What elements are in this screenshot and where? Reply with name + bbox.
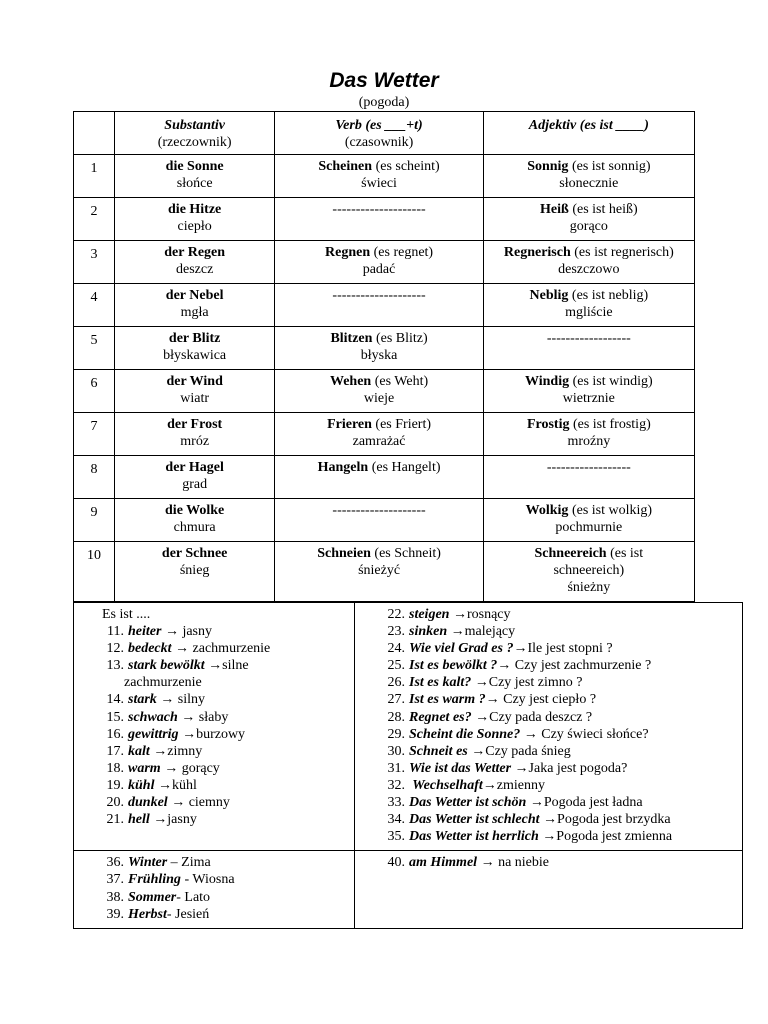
vocab-item-number: 21. [106,812,124,828]
verb-note: (es Schneit) [370,546,441,561]
table-row [74,155,695,198]
vocab-item-number: 36. [106,855,124,871]
noun-pl: mróz [180,434,210,449]
vocab-bottom-left-cell [74,851,355,928]
adj-line [486,330,692,347]
vocab-item [359,811,738,828]
vocab-item-number: 27. [387,692,405,708]
vocab-translation: →burzowy [178,726,246,742]
noun-de: der Nebel [165,288,224,303]
vocab-intro: Es ist .... [102,607,151,622]
adj-cell [483,327,694,370]
verb-line [277,158,480,175]
vocab-item [78,623,350,640]
adj-pl: słonecznie [559,176,619,191]
vocab-translation: →Czy pada deszcz ? [471,709,593,725]
row-number-cell: 3 [74,241,115,284]
adj-line [486,459,692,476]
adj-pl: mgliście [565,305,613,320]
vocab-term: warm [128,760,161,776]
verb-pl: błyska [360,348,398,363]
adj-note: (es ist windig) [569,374,653,389]
vocab-translation: - Lato [176,889,211,905]
verb-de: Blitzen [330,331,373,346]
vocab-item [359,726,738,743]
vocab-translation: →zmienny [482,777,545,793]
vocab-translation: - Wiosna [180,872,235,888]
adj-note-continued: schneereich) [553,563,625,578]
adj-cell [483,370,694,413]
adj-de: Schneereich [534,546,607,561]
verb-de: Frieren [327,417,372,432]
verb-note: (es Blitz) [372,331,428,346]
adj-cell [483,284,694,327]
adj-de: Sonnig [527,159,569,174]
verb-note: (es Weht) [371,374,429,389]
vocab-top-row [74,603,743,851]
adj-pl: deszczowo [558,262,620,277]
vocab-item [359,743,738,760]
verb-line [277,330,480,347]
vocab-item [359,623,738,640]
noun-de: der Regen [164,245,226,260]
verb-pl: śnieżyć [358,563,401,578]
vocab-term: Ist es kalt? [409,675,472,691]
vocab-translation: →Jaka jest pogoda? [511,760,628,776]
vocab-term: Herbst [128,906,167,922]
vocab-item-number: 39. [106,906,124,922]
adj-cell [483,413,694,456]
vocab-item-number: 34. [387,812,405,828]
adj-de: Regnerisch [503,245,571,260]
noun-pl: deszcz [175,262,214,277]
page-title: Das Wetter [329,69,439,92]
page-subtitle: (pogoda) [358,95,410,110]
verb-line [277,201,480,218]
weather-table [73,111,695,602]
verb-line [277,545,480,562]
table-header-row [74,112,695,155]
vocab-item-number: 29. [387,726,405,742]
adj-pl: mroźny [567,434,611,449]
verb-line [277,287,480,304]
vocab-term: hell [128,812,150,828]
adj-line [486,416,692,433]
table-row [74,499,695,542]
vocab-item [78,889,350,906]
noun-pl: słońce [176,176,213,191]
vocab-term: steigen [409,607,450,622]
noun-de: der Frost [167,417,223,432]
adj-note: (es ist heiß) [568,202,638,217]
row-number-cell: 8 [74,456,115,499]
vocab-item [78,777,350,794]
vocab-term: Scheint die Sonne? [409,726,521,742]
vocab-bottom-row [74,851,743,928]
vocab-term: bedeckt [128,641,172,657]
verb-line [277,373,480,390]
vocab-item [78,691,350,708]
vocab-item [359,777,738,794]
vocab-translation: →jasny [149,812,197,828]
noun-pl: grad [182,477,208,492]
adj-de: Wolkig [525,503,569,518]
verb-pl: zamrażać [352,434,406,449]
header-noun-de: Substantiv [164,118,225,133]
row-number-cell: 1 [74,155,115,198]
vocab-term: Regnet es? [409,709,472,725]
adj-line [486,545,692,562]
adj-note: (es ist neblig) [568,288,649,303]
vocab-item-number: 11. [107,624,124,640]
vocab-item-number: 35. [387,829,405,845]
verb-line [277,502,480,519]
vocab-top-left-cell [74,603,355,851]
adj-note: ------------------ [546,331,631,346]
header-adj-cell [483,112,694,155]
vocab-item [78,811,350,828]
vocab-term: Winter [128,855,168,871]
vocab-item-number: 24. [387,641,405,657]
vocab-item-number: 15. [106,709,124,725]
verb-cell [275,370,483,413]
verb-cell [275,456,483,499]
vocab-item [359,854,738,871]
vocab-term: kühl [128,777,155,793]
adj-note: (es ist wolkig) [568,503,653,518]
noun-pl: mgła [180,305,209,320]
vocab-translation: →rosnący [449,607,511,622]
verb-cell [275,241,483,284]
adj-cell [483,542,694,602]
noun-cell [114,241,275,284]
noun-pl: wiatr [180,391,210,406]
noun-de: die Sonne [165,159,224,174]
adj-cell [483,456,694,499]
adj-note: (es ist frostig) [569,417,651,432]
header-verb-cell [275,112,483,155]
vocab-term: sinken [409,624,448,640]
row-number-cell: 9 [74,499,115,542]
vocab-item [78,871,350,888]
vocab-item-number: 13. [106,658,124,674]
verb-pl: padać [362,262,396,277]
verb-line [277,416,480,433]
adj-note: (es ist regnerisch) [570,245,674,260]
row-number-cell: 2 [74,198,115,241]
noun-cell [114,327,275,370]
verb-cell [275,284,483,327]
vocab-term: Das Wetter ist herrlich [409,829,539,845]
vocab-term: gewittrig [128,726,179,742]
adj-note: (es ist sonnig) [568,159,651,174]
vocab-translation: → ciemny [167,795,230,811]
table-row [74,413,695,456]
row-number-cell: 5 [74,327,115,370]
vocab-term: Wie viel Grad es ? [409,641,514,657]
vocab-term: Wie ist das Wetter [409,760,512,776]
vocab-item-number: 38. [106,889,124,905]
vocab-term: Frühling [128,872,181,888]
vocab-item [78,760,350,777]
table-row [74,370,695,413]
vocab-item-number: 18. [106,760,124,776]
adj-line [486,373,692,390]
vocab-translation: →malejący [447,624,516,640]
adj-line [486,158,692,175]
vocab-translation: →Czy jest zimno ? [471,675,583,691]
table-row [74,542,695,602]
vocab-translation: → silny [156,692,206,708]
vocab-term: stark bewölkt [128,658,205,674]
vocab-translation: → zachmurzenie [171,641,271,657]
verb-line [277,459,480,476]
noun-de: die Wolke [165,503,225,518]
table-row [74,327,695,370]
vocab-item [359,709,738,726]
header-noun-cell [114,112,275,155]
vocab-term: heiter [128,624,162,640]
row-number-cell: 4 [74,284,115,327]
vocab-item [78,640,350,657]
verb-line [277,244,480,261]
vocab-translation: → na niebie [477,855,549,871]
noun-de: die Hitze [168,202,222,217]
vocab-item-number: 28. [387,709,405,725]
verb-cell [275,155,483,198]
vocab-item [78,906,350,923]
vocab-item [359,760,738,777]
verb-de: Regnen [325,245,371,260]
adj-pl: śnieżny [567,580,611,595]
vocab-item-number: 32. [387,777,405,793]
adj-line [486,201,692,218]
vocab-item-number: 33. [387,795,405,811]
vocab-translation: →Pogoda jest brzydka [539,812,671,828]
vocab-translation: →Ile jest stopni ? [513,641,613,657]
noun-cell [114,456,275,499]
vocab-translation: →Czy pada śnieg [467,743,571,759]
header-noun-pl: (rzeczownik) [157,135,232,150]
vocab-item-continued: zachmurzenie [124,675,202,691]
vocab-list-bottom-left [78,854,350,922]
vocab-translation: → gorący [160,760,220,776]
vocab-item [359,606,738,623]
noun-cell [114,155,275,198]
adj-cell [483,155,694,198]
vocab-item-number: 20. [106,795,124,811]
verb-de: Scheinen [318,159,373,174]
verb-note: (es Hangelt) [368,460,441,475]
vocab-item-number: 19. [106,777,124,793]
vocab-item [78,794,350,811]
noun-de: der Hagel [165,460,224,475]
vocab-item [78,854,350,871]
vocab-translation: → jasny [161,624,213,640]
vocab-term: schwach [128,709,178,725]
adj-cell [483,198,694,241]
vocab-list-top-left [78,623,350,828]
noun-pl: chmura [173,520,216,535]
vocab-bottom-right-cell [355,851,743,928]
verb-note: -------------------- [332,503,426,518]
verb-cell [275,413,483,456]
vocab-top-right-cell [355,603,743,851]
vocab-item-number: 16. [106,726,124,742]
vocab-term: kalt [128,743,150,759]
vocab-term: Schneit es [409,743,468,759]
vocab-item-number: 25. [387,658,405,674]
noun-cell [114,198,275,241]
vocab-term: Ist es bewölkt ? [409,658,498,674]
vocab-translation: → Czy jest ciepło ? [485,692,597,708]
vocab-translation: →silne [204,658,249,674]
adj-pl: gorąco [569,219,608,234]
noun-cell [114,370,275,413]
vocab-item [359,657,738,674]
header-adj-de: Adjektiv (es ist ____) [528,118,649,133]
vocab-term: Wechselhaft [409,777,483,793]
vocab-item-number: 37. [106,872,124,888]
adj-note: (es ist [606,546,644,561]
table-row [74,198,695,241]
adj-de: Frostig [526,417,570,432]
adj-de: Neblig [529,288,569,303]
vocab-item [78,657,350,674]
noun-de: der Wind [166,374,223,389]
vocab-term: Das Wetter ist schlecht [409,812,540,828]
verb-cell [275,327,483,370]
noun-de: der Schnee [161,546,228,561]
vocab-translation: → słaby [177,709,229,725]
vocab-item-number: 31. [387,760,405,776]
vocabulary-table [73,602,743,929]
header-number-cell [74,112,115,155]
noun-pl: ciepło [177,219,212,234]
vocab-item [78,709,350,726]
vocab-translation: →kühl [154,777,197,793]
row-number-cell: 10 [74,542,115,602]
noun-pl: błyskawica [163,348,227,363]
vocab-item-number: 23. [387,624,405,640]
table-row [74,456,695,499]
adj-pl: pochmurnie [555,520,623,535]
vocab-item [359,794,738,811]
verb-de: Wehen [329,374,372,389]
vocab-term: Sommer [128,889,177,905]
vocab-term: dunkel [128,795,168,811]
vocab-translation: - Jesień [166,906,210,922]
vocab-translation: → Czy świeci słońce? [520,726,649,742]
header-verb-de: Verb (es ___+t) [335,118,423,133]
vocab-term: Ist es warm ? [409,692,486,708]
vocab-translation: →Pogoda jest ładna [526,795,643,811]
vocab-item [78,743,350,760]
header-verb-pl: (czasownik) [344,135,414,150]
adj-note: ------------------ [546,460,631,475]
vocab-item-number: 26. [387,675,405,691]
vocab-list-top-right [359,606,738,845]
noun-cell [114,499,275,542]
noun-cell [114,413,275,456]
vocab-item-number: 12. [106,641,124,657]
vocab-item [359,674,738,691]
vocab-item [78,726,350,743]
adj-pl: wietrznie [562,391,615,406]
noun-pl: śnieg [179,563,210,578]
vocab-term: Das Wetter ist schön [409,795,527,811]
adj-line [486,244,692,261]
adj-de: Windig [524,374,570,389]
vocab-item [359,828,738,845]
vocab-term: stark [128,692,157,708]
adj-cell [483,499,694,542]
vocab-translation: →zimny [149,743,203,759]
vocab-list-bottom-right [359,854,738,871]
vocab-item-number: 22. [387,607,405,622]
vocab-translation: →Pogoda jest zmienna [538,829,673,845]
verb-pl: wieje [363,391,395,406]
adj-line [486,287,692,304]
adj-cell [483,241,694,284]
row-number-cell: 7 [74,413,115,456]
row-number-cell: 6 [74,370,115,413]
table-row [74,241,695,284]
noun-de: der Blitz [168,331,221,346]
vocab-item-number: 40. [387,855,405,871]
verb-cell [275,499,483,542]
adj-line [486,502,692,519]
noun-cell [114,284,275,327]
vocab-translation: – Zima [167,855,211,871]
vocab-term: am Himmel [409,855,478,871]
vocab-item [359,640,738,657]
verb-cell [275,542,483,602]
verb-note: -------------------- [332,288,426,303]
vocab-item-number: 14. [106,692,124,708]
vocab-item-number: 30. [387,743,405,759]
adj-de: Heiß [540,202,569,217]
vocab-translation: → Czy jest zachmurzenie ? [497,658,652,674]
verb-de: Hangeln [317,460,369,475]
verb-note: (es Friert) [371,417,432,432]
verb-pl: świeci [361,176,397,191]
verb-note: (es scheint) [372,159,440,174]
noun-cell [114,542,275,602]
vocab-item-number: 17. [106,743,124,759]
vocab-item [359,691,738,708]
table-row [74,284,695,327]
verb-de: Schneien [317,546,371,561]
verb-note: -------------------- [332,202,426,217]
verb-cell [275,198,483,241]
verb-note: (es regnet) [370,245,434,260]
